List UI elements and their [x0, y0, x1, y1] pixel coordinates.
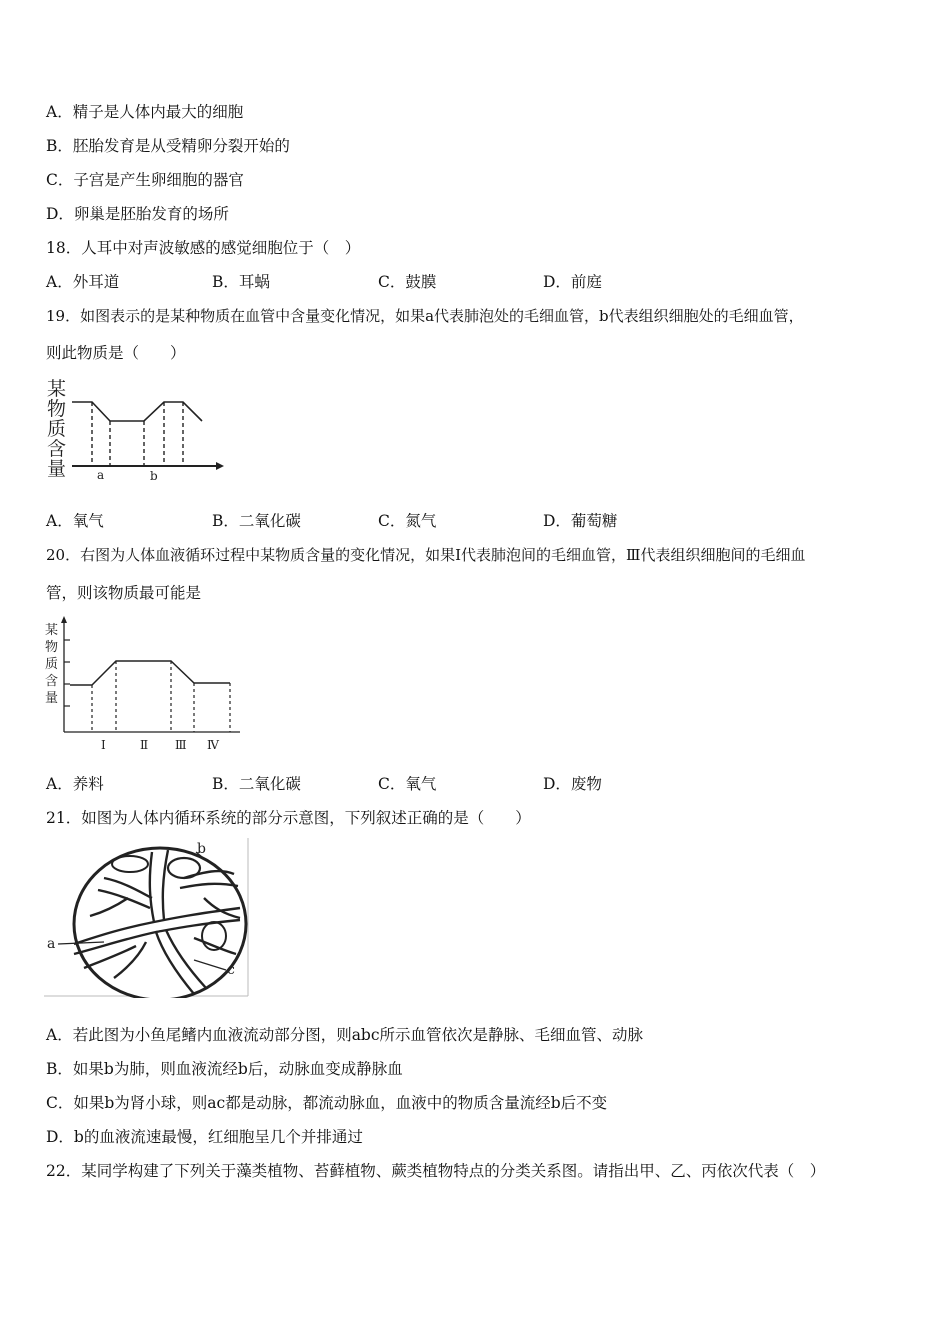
q20-label-4: Ⅳ: [207, 738, 219, 752]
q20-option-b: B．二氧化碳: [212, 775, 301, 793]
q19-x-axis-arrow: [216, 462, 224, 470]
q22-stem: 22．某同学构建了下列关于藻类植物、苔藓植物、蕨类植物特点的分类关系图。请指出甲、乙、丙依次代表（ ）: [46, 1162, 826, 1180]
q20-ylabel-char: 质: [45, 657, 59, 672]
q19-option-c: C．氮气: [378, 512, 437, 530]
q21-label-c: c: [227, 962, 235, 978]
q19-option-a: A．氧气: [46, 512, 104, 530]
q19-ylabel-char: 物: [47, 398, 67, 420]
q20-ylabel-char: 含: [45, 674, 59, 689]
q18-option-a: A．外耳道: [46, 273, 120, 291]
q20-label-1: Ⅰ: [101, 738, 106, 752]
q17-option-a: A．精子是人体内最大的细胞: [46, 103, 244, 121]
q21-option-b: B．如果b为肺，则血液流经b后，动脉血变成静脉血: [46, 1060, 403, 1078]
q21-stem: 21．如图为人体内循环系统的部分示意图，下列叙述正确的是（ ）: [46, 809, 531, 827]
q20-label-3: Ⅲ: [175, 738, 187, 752]
q18-option-d: D．前庭: [543, 273, 602, 291]
q20-content-curve: [70, 661, 230, 685]
q19-option-b: B．二氧化碳: [212, 512, 301, 530]
q18-option-c: C．鼓膜: [378, 273, 437, 291]
q20-y-axis-arrow: [61, 616, 67, 623]
q21-option-a: A．若此图为小鱼尾鳍内血液流动部分图，则abc所示血管依次是静脉、毛细血管、动脉: [46, 1026, 644, 1044]
q20-stem-line2: 管，则该物质最可能是: [46, 584, 202, 602]
q19-stem-line2: 则此物质是（ ）: [46, 344, 186, 362]
q19-figure: [44, 376, 234, 486]
q18-stem: 18．人耳中对声波敏感的感觉细胞位于（ ）: [46, 239, 361, 257]
q20-ylabel-char: 物: [45, 640, 59, 655]
q20-label-2: Ⅱ: [140, 738, 149, 752]
q19-ylabel-char: 某: [47, 378, 67, 400]
q20-option-a: A．养料: [46, 775, 104, 793]
q21-label-b: b: [197, 841, 206, 857]
q17-option-b: B．胚胎发育是从受精卵分裂开始的: [46, 137, 290, 155]
q20-ylabel-char: 某: [45, 623, 59, 638]
q20-y-axis-label: [45, 623, 58, 706]
q20-guide-lines: [92, 661, 230, 732]
q21-option-d: D．b的血液流速最慢，红细胞呈几个并排通过: [46, 1128, 363, 1146]
q19-ylabel-char: 量: [47, 458, 67, 480]
q20-option-d: D．废物: [543, 775, 602, 793]
q20-option-c: C．氧气: [378, 775, 437, 793]
q19-ylabel-char: 含: [47, 438, 67, 460]
q19-y-axis-label: [47, 378, 66, 480]
q19-guide-lines: [92, 402, 183, 466]
q20-stem-line1: 20．右图为人体血液循环过程中某物质含量的变化情况，如果Ⅰ代表肺泡间的毛细血管，Ⅲ代表组织细胞间的毛细血: [46, 546, 806, 564]
q19-label-b: b: [150, 469, 158, 483]
q17-option-d: D．卵巢是胚胎发育的场所: [46, 205, 229, 223]
q21-figure: [44, 838, 250, 998]
q18-option-b: B．耳蜗: [212, 273, 270, 291]
q21-option-c: C．如果b为肾小球，则ac都是动脉，都流动脉血，血液中的物质含量流经b后不变: [46, 1094, 608, 1112]
q20-y-ticks: [64, 640, 70, 706]
q20-figure: [44, 614, 244, 754]
q19-stem-line1: 19．如图表示的是某种物质在血管中含量变化情况，如果a代表肺泡处的毛细血管，b代表组织细胞处的毛细血管，: [46, 307, 804, 325]
q21-label-a: a: [47, 936, 56, 952]
q19-label-a: a: [97, 468, 105, 482]
q20-ylabel-char: 量: [45, 691, 59, 706]
q17-option-c: C．子宫是产生卵细胞的器官: [46, 171, 244, 189]
q19-option-d: D．葡萄糖: [543, 512, 618, 530]
q19-ylabel-char: 质: [47, 418, 67, 440]
